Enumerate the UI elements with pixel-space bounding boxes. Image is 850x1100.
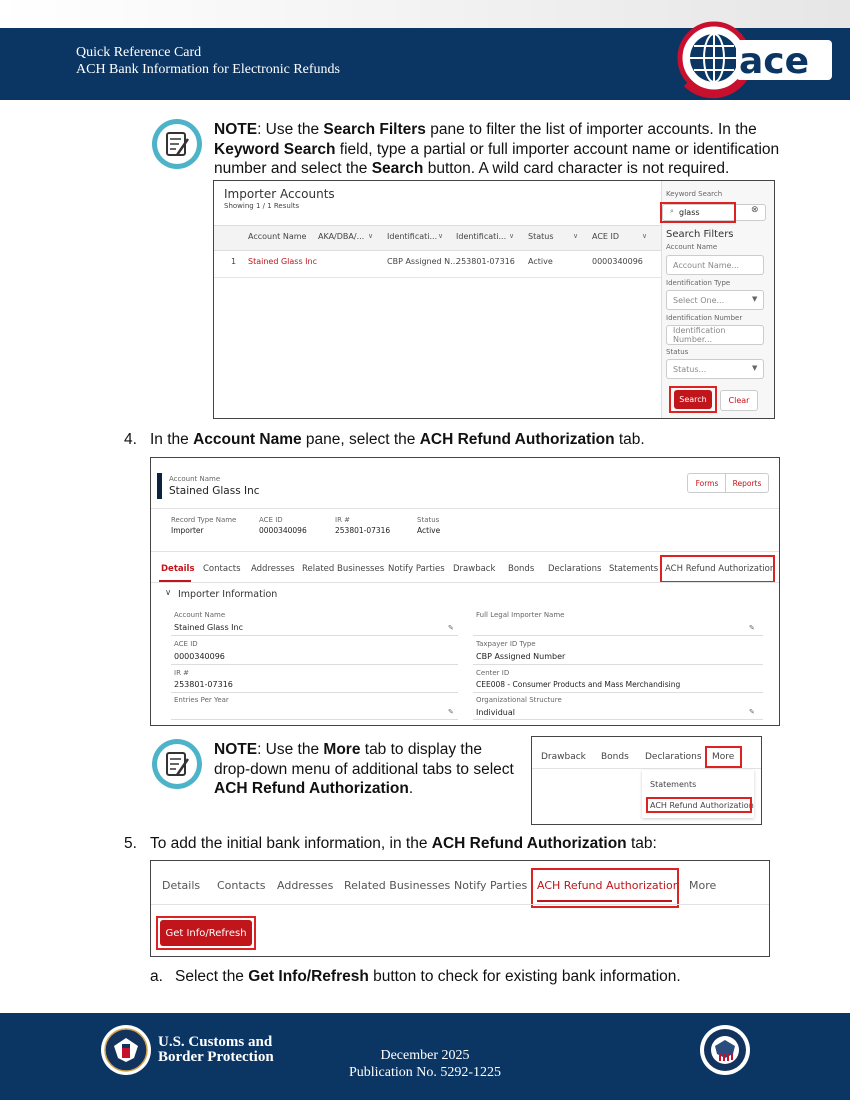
filter-idtype-label: Identification Type bbox=[666, 279, 731, 287]
tab-addresses[interactable]: Addresses bbox=[251, 564, 295, 574]
search-button[interactable]: Search bbox=[674, 390, 712, 409]
keyword-search-input[interactable]: glass bbox=[662, 204, 766, 221]
reports-button[interactable]: Reports bbox=[725, 473, 769, 493]
tab-details[interactable]: Details bbox=[162, 879, 201, 892]
col-status[interactable]: Status bbox=[528, 232, 554, 241]
meta-label: IR # bbox=[335, 516, 351, 524]
account-name-heading: Stained Glass Inc bbox=[169, 485, 260, 497]
filter-idnum-label: Identification Number bbox=[666, 314, 743, 322]
highlight-box bbox=[660, 555, 775, 583]
tab-more[interactable]: More bbox=[689, 879, 717, 892]
field-label: Organizational Structure bbox=[476, 696, 562, 704]
step5-number: 5. bbox=[124, 835, 137, 852]
highlight-box bbox=[705, 746, 742, 768]
tab-declarations[interactable]: Declarations bbox=[548, 564, 602, 574]
tab-bonds[interactable]: Bonds bbox=[508, 564, 535, 574]
results-count: Showing 1 / 1 Results bbox=[224, 202, 300, 210]
row-ace-id: 0000340096 bbox=[592, 257, 643, 266]
pencil-icon[interactable]: ✎ bbox=[448, 708, 454, 716]
clear-icon[interactable]: ⊗ bbox=[751, 205, 759, 215]
search-filters-title: Search Filters bbox=[666, 229, 734, 240]
tab-addresses[interactable]: Addresses bbox=[277, 879, 334, 892]
dropdown-arrow-icon[interactable]: ▼ bbox=[752, 295, 758, 303]
chevron-down-icon[interactable]: ∨ bbox=[509, 232, 515, 240]
tab-ach-refund-authorization[interactable]: ACH Refund Authorization bbox=[537, 879, 680, 892]
cbp-seal bbox=[100, 1024, 152, 1076]
tab-notify-parties[interactable]: Notify Parties bbox=[454, 879, 528, 892]
dhs-seal bbox=[699, 1024, 751, 1076]
note1-text: NOTE: Use the Search Filters pane to filter the list of importer accounts. In the Keyword Search field, type a partial or full importer account name or identification number and select the Search button. A wild card character is not required. bbox=[214, 121, 780, 177]
menu-item-statements[interactable]: Statements bbox=[650, 780, 697, 789]
chevron-down-icon[interactable]: ∨ bbox=[368, 232, 374, 240]
importer-accounts-title: Importer Accounts bbox=[224, 187, 335, 201]
highlight-box bbox=[646, 797, 752, 813]
account-name-small-label: Account Name bbox=[169, 475, 221, 483]
tab-declarations[interactable]: Declarations bbox=[645, 752, 702, 762]
step4-text: In the Account Name pane, select the ACH Refund Authorization tab. bbox=[150, 431, 645, 448]
meta-value: Active bbox=[417, 526, 441, 535]
menu-item-ach-refund-authorization[interactable]: ACH Refund Authorization bbox=[650, 801, 754, 810]
row-id-type: CBP Assigned N... bbox=[387, 257, 458, 266]
search-icon: ⌕ bbox=[670, 207, 674, 215]
forms-button[interactable]: Forms bbox=[687, 473, 727, 493]
footer-date: December 2025 bbox=[380, 1048, 470, 1063]
field-label: Full Legal Importer Name bbox=[476, 611, 565, 619]
field-value: Individual bbox=[476, 708, 515, 717]
row-account-link[interactable]: Stained Glass Inc bbox=[248, 257, 317, 266]
chevron-down-icon[interactable]: ∨ bbox=[165, 588, 172, 598]
status-select[interactable]: Status... bbox=[666, 359, 764, 379]
keyword-search-label: Keyword Search bbox=[666, 190, 723, 198]
field-label: Taxpayer ID Type bbox=[476, 640, 536, 648]
tab-drawback[interactable]: Drawback bbox=[453, 564, 496, 574]
col-aka[interactable]: AKA/DBA/... bbox=[318, 232, 365, 241]
account-record-screenshot bbox=[150, 457, 780, 726]
header-title-line2: ACH Bank Information for Electronic Refunds bbox=[76, 62, 340, 77]
field-label: Account Name bbox=[174, 611, 226, 619]
field-label: ACE ID bbox=[174, 640, 198, 648]
row-status: Active bbox=[528, 257, 553, 266]
footer-publication-number: Publication No. 5292-1225 bbox=[348, 1065, 502, 1080]
filter-status-label: Status bbox=[666, 348, 689, 356]
record-accent-bar bbox=[157, 473, 162, 499]
tab-notify-parties[interactable]: Notify Parties bbox=[388, 564, 445, 574]
logo-text: ace bbox=[739, 41, 810, 82]
field-label: IR # bbox=[174, 669, 190, 677]
highlight-box bbox=[669, 386, 717, 413]
chevron-down-icon[interactable]: ∨ bbox=[438, 232, 444, 240]
pencil-icon[interactable]: ✎ bbox=[749, 624, 755, 632]
get-info-refresh-button[interactable]: Get Info/Refresh bbox=[160, 920, 252, 946]
account-name-input[interactable]: Account Name... bbox=[666, 255, 764, 275]
clear-button[interactable]: Clear bbox=[720, 390, 758, 411]
importer-accounts-screenshot bbox=[213, 180, 775, 419]
chevron-down-icon[interactable]: ∨ bbox=[573, 232, 579, 240]
meta-value: 0000340096 bbox=[259, 526, 307, 535]
tab-bonds[interactable]: Bonds bbox=[601, 752, 629, 762]
field-value: 0000340096 bbox=[174, 652, 225, 661]
tab-drawback[interactable]: Drawback bbox=[541, 752, 586, 762]
filter-account-label: Account Name bbox=[666, 243, 718, 251]
meta-label: ACE ID bbox=[259, 516, 283, 524]
tab-ach-refund-authorization[interactable]: ACH Refund Authorization bbox=[665, 564, 776, 574]
step4-number: 4. bbox=[124, 431, 137, 448]
ach-tab-screenshot bbox=[150, 860, 770, 957]
dropdown-arrow-icon[interactable]: ▼ bbox=[752, 364, 758, 372]
highlight-box bbox=[531, 868, 679, 908]
tab-related-businesses[interactable]: Related Businesses bbox=[344, 879, 451, 892]
tab-details[interactable]: Details bbox=[161, 564, 195, 574]
step5a-text: Select the Get Info/Refresh button to check for existing bank information. bbox=[175, 968, 681, 985]
row-id-number: 253801-07316 bbox=[456, 257, 515, 266]
identification-type-select[interactable]: Select One... bbox=[666, 290, 764, 310]
tab-contacts[interactable]: Contacts bbox=[203, 564, 241, 574]
pencil-icon[interactable]: ✎ bbox=[749, 708, 755, 716]
col-id-number[interactable]: Identificati... bbox=[456, 232, 507, 241]
meta-value: 253801-07316 bbox=[335, 526, 391, 535]
field-value: CBP Assigned Number bbox=[476, 652, 566, 661]
chevron-down-icon[interactable]: ∨ bbox=[642, 232, 648, 240]
tab-more[interactable]: More bbox=[712, 752, 735, 762]
col-ace-id[interactable]: ACE ID bbox=[592, 232, 620, 241]
field-value: Stained Glass Inc bbox=[174, 623, 243, 632]
section-importer-information[interactable]: Importer Information bbox=[178, 589, 278, 600]
field-value: CEE008 - Consumer Products and Mass Merchandising bbox=[476, 680, 681, 689]
note-icon bbox=[150, 737, 204, 791]
tab-related-businesses[interactable]: Related Businesses bbox=[302, 564, 385, 574]
field-label: Entries Per Year bbox=[174, 696, 229, 704]
meta-label: Status bbox=[417, 516, 440, 524]
more-menu-screenshot bbox=[531, 736, 762, 825]
step5-text: To add the initial bank information, in the ACH Refund Authorization tab: bbox=[150, 835, 657, 852]
col-account-name[interactable]: Account Name bbox=[248, 232, 307, 241]
row-number: 1 bbox=[231, 257, 237, 266]
agency-name: U.S. Customs and Border Protection bbox=[158, 1034, 274, 1065]
meta-label: Record Type Name bbox=[171, 516, 237, 524]
pencil-icon[interactable]: ✎ bbox=[448, 624, 454, 632]
ace-logo bbox=[676, 14, 836, 114]
note2-text: NOTE: Use the More tab to display the drop-down menu of additional tabs to select ACH Refund Authorization. bbox=[214, 741, 514, 797]
field-label: Center ID bbox=[476, 669, 510, 677]
identification-number-input[interactable]: Identification Number... bbox=[666, 325, 764, 345]
col-id-type[interactable]: Identificati... bbox=[387, 232, 438, 241]
highlight-box bbox=[660, 202, 736, 223]
tab-statements[interactable]: Statements bbox=[609, 564, 659, 574]
header-title-line1: Quick Reference Card bbox=[76, 45, 202, 60]
note-icon bbox=[150, 117, 204, 171]
highlight-box bbox=[156, 916, 256, 950]
field-value: 253801-07316 bbox=[174, 680, 233, 689]
tab-contacts[interactable]: Contacts bbox=[217, 879, 266, 892]
meta-value: Importer bbox=[171, 526, 204, 535]
step5a-letter: a. bbox=[150, 968, 163, 985]
